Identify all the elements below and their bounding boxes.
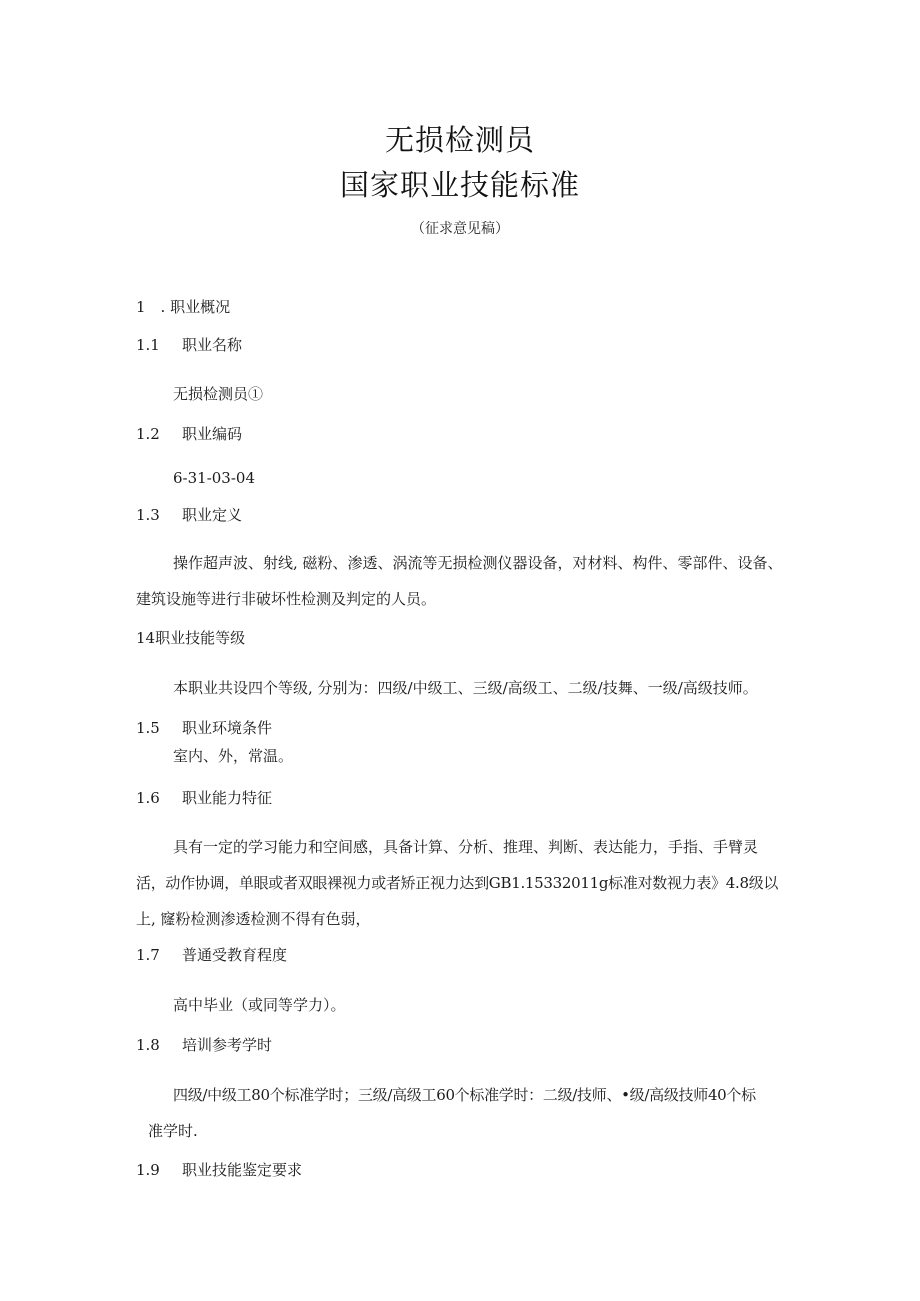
section-title: 职业技能鉴定要求 [182,1161,303,1179]
section-1-6-body-line3: 上, 窿粉检测渗透检测不得有色弱， [136,910,371,928]
section-1-3-body-line2: 建筑设施等进行非破坏性检测及判定的人员。 [136,590,437,608]
document-title-line1: 无损检测员 [384,123,535,157]
section-title: 职业编码 [182,425,243,443]
section-number: 1.1 [136,336,160,354]
section-number: 1.8 [136,1036,160,1054]
section-1-5-body: 室内、外，常温。 [173,747,294,765]
section-1-3-body-line1: 操作超声波、射线, 磁粉、渗透、涡流等无损检测仪器设备，对材料、构件、零部件、设备、 [173,554,783,572]
section-heading-1: 1 . 职业概况 [136,298,231,316]
section-1-6-body-line1: 具有一定的学习能力和空间感，具备计算、分析、推理、判断、表达能力，手指、手臂灵 [173,838,759,856]
document-subtitle: （征求意见稿） [411,221,509,237]
section-number: 1.5 [136,719,160,737]
section-number: 1.7 [136,946,160,964]
section-number: 1.9 [136,1161,160,1179]
section-1-1-body: 无损检测员① [173,385,264,403]
section-1-8-body-line1: 四级/中级工80个标准学时；三级/高级工60个标准学时：二级/技师、•级/高级技师40个标 [173,1086,756,1104]
section-title: 培训参考学时 [182,1036,273,1054]
section-1-4-body: 本职业共设四个等级, 分别为：四级/中级工、三级/高级工、二级/技舞、一级/高级技师。 [173,679,758,697]
section-title: 职业名称 [182,336,243,354]
section-title: 职业能力特征 [182,789,273,807]
section-1-6-body-line2: 活，动作协调，单眼或者双眼裸视力或者矫正视力达到GB1.15332011g标准对数视力表》4.8级以 [136,874,779,892]
section-title: 职业环境条件 [182,719,273,737]
document-title-line2: 国家职业技能标准 [339,168,580,202]
section-number: 1.2 [136,425,160,443]
section-title: 职业定义 [182,506,243,524]
section-1-2-body: 6-31-03-04 [173,469,256,487]
section-number: 1.3 [136,506,160,524]
section-1-7-body: 高中毕业（或同等学力）。 [173,996,346,1014]
section-1-8-body-line2: 准学时. [148,1122,198,1140]
section-1-4: 14职业技能等级 [136,629,246,647]
section-number: 1.6 [136,789,160,807]
section-title: 普通受教育程度 [182,946,288,964]
